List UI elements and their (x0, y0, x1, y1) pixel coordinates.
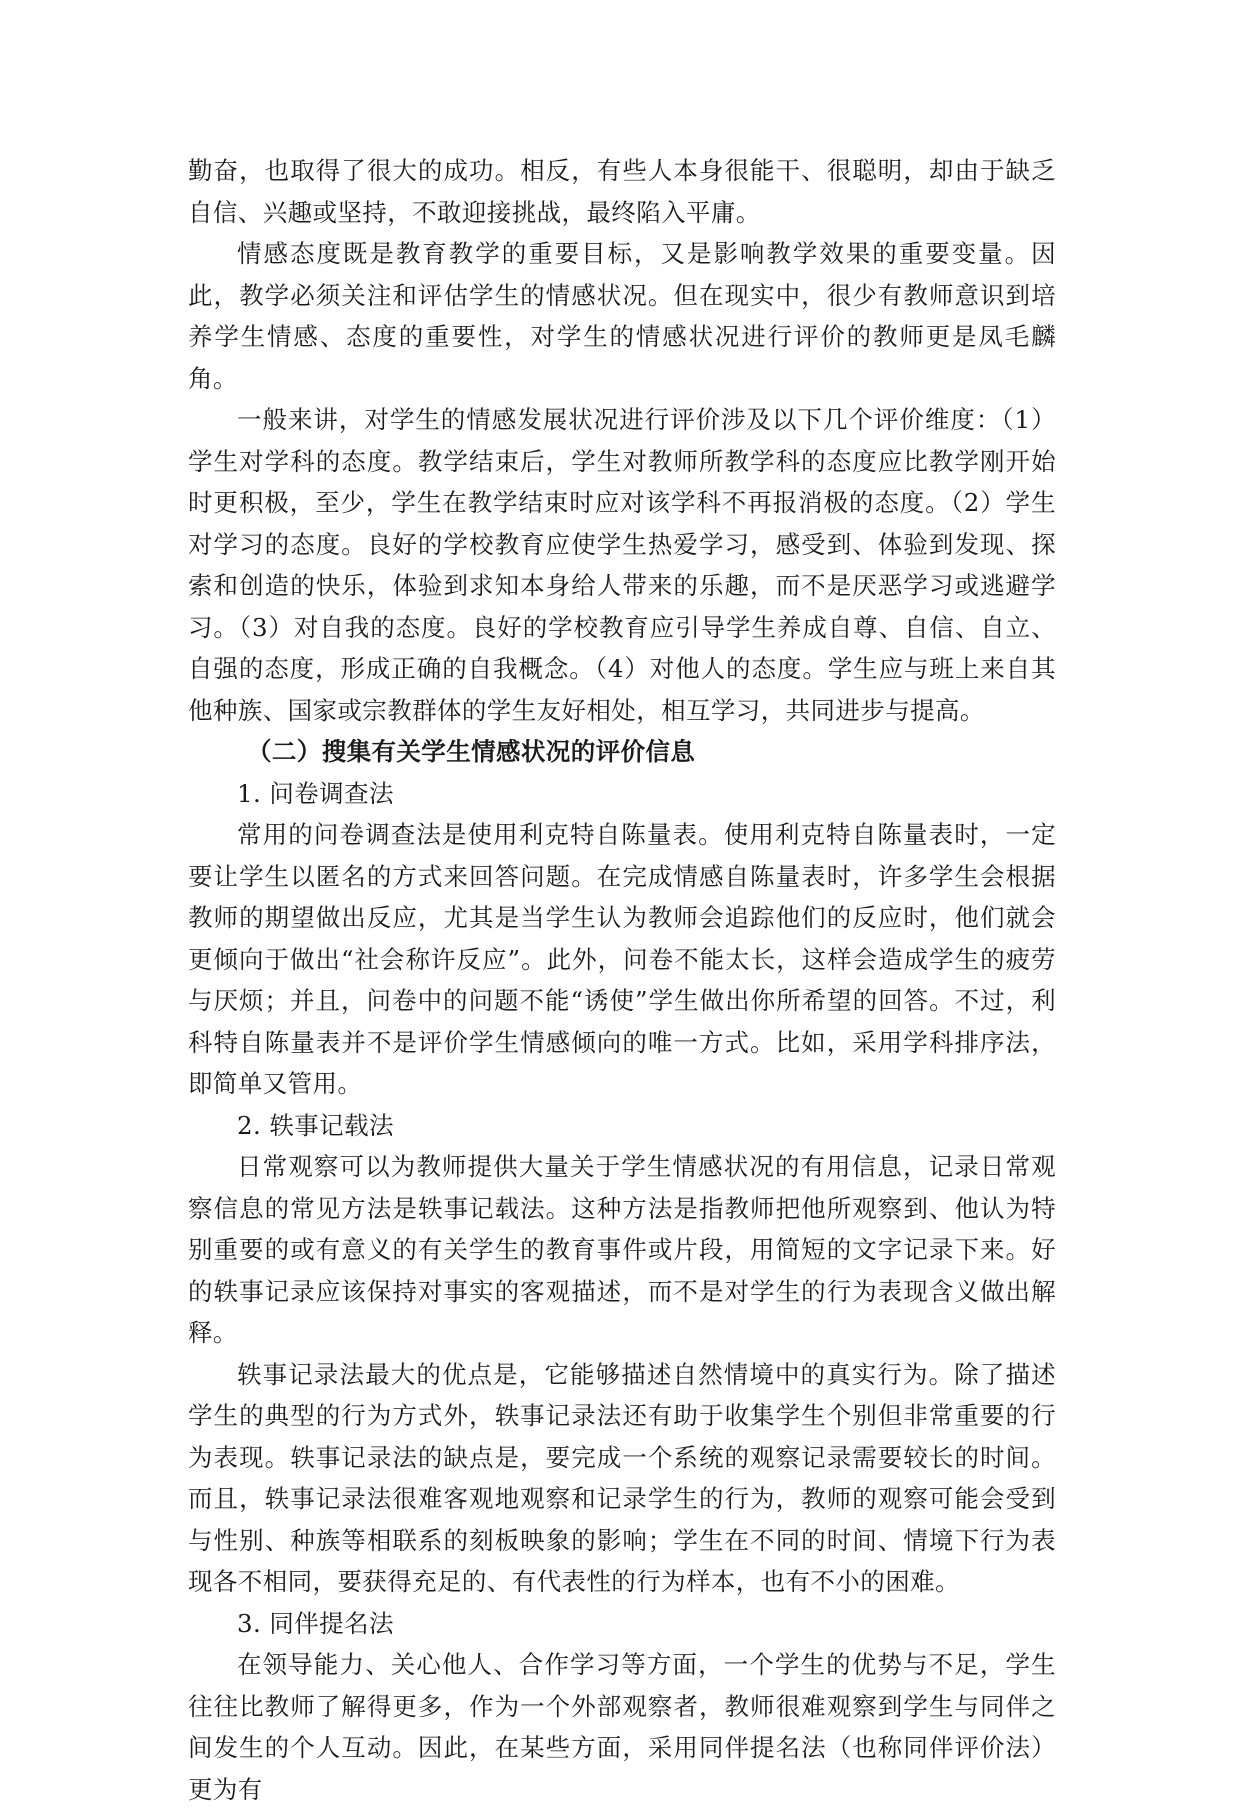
subheading-anecdotal: 2. 轶事记载法 (237, 1110, 394, 1140)
paragraph-peer-nomination: 在领导能力、关心他人、合作学习等方面，一个学生的优势与不足，学生往往比教师了解得更多，作为一个外部观察者，教师很难观察到学生与同伴之间发生的个人互动。因此，在某些方面，采用同伴提名法（也称同伴评价法）更为有 (188, 1650, 1056, 1804)
paragraph-anecdotal: 日常观察可以为教师提供大量关于学生情感状况的有用信息，记录日常观察信息的常见方法是轶事记载法。这种方法是指教师把他所观察到、他认为特别重要的或有意义的有关学生的教育事件或片段，用简短的文字记录下来。好的轶事记录应该保持对事实的客观描述，而不是对学生的行为表现含义做出解释。 (188, 1152, 1056, 1347)
paragraph-emotion-attitude: 情感态度既是教育教学的重要目标，又是影响教学效果的重要变量。因此，教学必须关注和评估学生的情感状况。但在现实中，很少有教师意识到培养学生情感、态度的重要性，对学生的情感状况进行评价的教师更是凤毛麟角。 (188, 239, 1056, 393)
document-page (188, 150, 1056, 1810)
section-heading: （二）搜集有关学生情感状况的评价信息 (247, 737, 696, 766)
paragraph-anecdotal-pros-cons: 轶事记录法最大的优点是，它能够描述自然情境中的真实行为。除了描述学生的典型的行为方式外，轶事记录法还有助于收集学生个别但非常重要的行为表现。轶事记录法的缺点是，要完成一个系统的观察记录需要较长的时间。而且，轶事记录法很难客观地观察和记录学生的行为，教师的观察可能会受到与性别、种族等相联系的刻板映象的影响；学生在不同的时间、情境下行为表现各不相同，要获得充足的、有代表性的行为样本，也有不小的困难。 (188, 1359, 1056, 1596)
subheading-peer-nomination: 3. 同伴提名法 (237, 1608, 394, 1638)
paragraph-continuation: 勤奋，也取得了很大的成功。相反，有些人本身很能干、很聪明，却由于缺乏自信、兴趣或坚持，不敢迎接挑战，最终陷入平庸。 (188, 156, 1056, 227)
paragraph-questionnaire: 常用的问卷调查法是使用利克特自陈量表。使用利克特自陈量表时，一定要让学生以匿名的方式来回答问题。在完成情感自陈量表时，许多学生会根据教师的期望做出反应，尤其是当学生认为教师会追踪他们的反应时，他们就会更倾向于做出“社会称许反应”。此外，问卷不能太长，这样会造成学生的疲劳与厌烦；并且，问卷中的问题不能“诱使”学生做出你所希望的回答。不过，利科特自陈量表并不是评价学生情感倾向的唯一方式。比如，采用学科排序法，即简单又管用。 (188, 820, 1056, 1098)
paragraph-evaluation-dimensions: 一般来讲，对学生的情感发展状况进行评价涉及以下几个评价维度：（1）学生对学科的态度。教学结束后，学生对教师所教学科的态度应比教学刚开始时更积极，至少，学生在教学结束时应对该学科不再报消极的态度。（2）学生对学习的态度。良好的学校教育应使学生热爱学习，感受到、体验到发现、探索和创造的快乐，体验到求知本身给人带来的乐趣，而不是厌恶学习或逃避学习。（3）对自我的态度。良好的学校教育应引导学生养成自尊、自信、自立、自强的态度，形成正确的自我概念。（4）对他人的态度。学生应与班上来自其他种族、国家或宗教群体的学生友好相处，相互学习，共同进步与提高。 (188, 405, 1056, 725)
subheading-questionnaire: 1. 问卷调查法 (237, 778, 394, 808)
